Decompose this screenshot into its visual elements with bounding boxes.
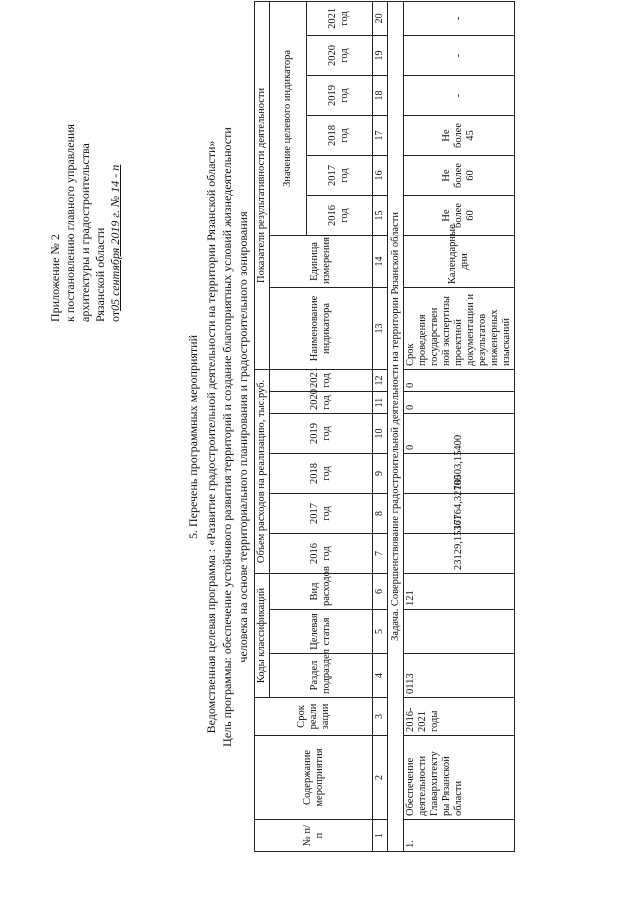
goal-line-2: человека на основе территориального планирования и градостроительного зонирования — [236, 211, 250, 663]
col-num: 8 — [373, 494, 388, 534]
col-num: 3 — [373, 698, 388, 736]
header-year-2020: 2020 год — [270, 392, 373, 414]
row-vol-2019: 0 — [404, 414, 515, 454]
ind-year-2017: 2017 год — [306, 155, 372, 195]
col-num: 20 — [373, 1, 388, 35]
row-val-2020: - — [404, 35, 515, 75]
header-section: Раздел подраздел — [270, 654, 373, 698]
ind-year-2016: 2016 год — [306, 195, 372, 235]
col-num: 14 — [373, 235, 388, 287]
appendix-line-2: к постановлению главного управления — [63, 124, 77, 322]
row-val-2019: - — [404, 75, 515, 115]
col-num: 17 — [373, 115, 388, 155]
header-num: № п/п — [255, 820, 373, 852]
header-row-1 — [255, 1, 270, 851]
header-target-article: Целевая статья — [270, 610, 373, 654]
row-num: 1. — [404, 820, 515, 852]
appendix-block — [48, 22, 123, 322]
col-num: 12 — [373, 369, 388, 391]
header-year-2018: 2018 год — [270, 454, 373, 494]
header-year-2019: 2019 год — [270, 414, 373, 454]
col-num: 7 — [373, 534, 388, 574]
header-year-2017: 2017 год — [270, 494, 373, 534]
header-term: Срок реали зации — [255, 698, 373, 736]
col-num: 19 — [373, 35, 388, 75]
col-num: 4 — [373, 654, 388, 698]
row-vol-2017: 17764,32700 — [404, 494, 515, 534]
header-content: Содержание мероприятия — [255, 736, 373, 820]
col-num: 10 — [373, 414, 388, 454]
ind-year-2018: 2018 год — [306, 115, 372, 155]
col-num: 2 — [373, 736, 388, 820]
column-number-row — [373, 1, 388, 851]
ind-year-2020: 2020 год — [306, 35, 372, 75]
rotated-document — [8, 7, 628, 892]
col-num: 1 — [373, 820, 388, 852]
header-volume: Объем расходов на реализацию, тыс.руб. — [255, 369, 270, 573]
section-title: 5. Перечень программных мероприятий — [186, 335, 200, 539]
row-val-2016: Не более 60 — [404, 195, 515, 235]
appendix-line-3: архитектуры и градостроительства — [78, 143, 92, 322]
col-num: 6 — [373, 574, 388, 610]
appendix-line-1: Приложение № 2 — [48, 234, 62, 322]
header-year-2016: 2016 год — [270, 534, 373, 574]
row-term: 2016-2021 годы — [404, 698, 515, 736]
header-unit: Единица измерения — [270, 235, 373, 287]
appendix-line-4: Рязанской области — [93, 227, 107, 322]
row-vol-2018: 18503,15400 — [404, 454, 515, 494]
row-indicator: Срок проведения государствен ной экспертизы проектной документации и результатов инженерных изысканий — [404, 287, 515, 369]
row-section: 0113 — [404, 654, 515, 698]
goal-line-1: Цель программы: обеспечение устойчивого развития территорий и создание благоприятных условий жизнедеятельности — [220, 127, 234, 747]
ind-year-2019: 2019 год — [306, 75, 372, 115]
program-title: Ведомственная целевая программа : «Развитие градостроительной деятельности на территории Рязанской области» — [204, 140, 218, 734]
row-expense-type: 121 — [404, 574, 515, 610]
row-vol-2020: 0 — [404, 392, 515, 414]
header-expense-type: Вид расходов — [270, 574, 373, 610]
handwritten-date: 05 сентября 2019 г. № 14 - п — [108, 164, 122, 311]
header-codes: Коды классификаций — [255, 574, 270, 698]
col-num: 16 — [373, 155, 388, 195]
col-num: 9 — [373, 454, 388, 494]
header-target-value: Значение целевого индикатора — [270, 1, 307, 235]
col-num: 5 — [373, 610, 388, 654]
measures-table — [254, 1, 515, 852]
appendix-from-label: от — [108, 310, 122, 322]
row-val-2021: - — [404, 1, 515, 35]
col-num: 13 — [373, 287, 388, 369]
table-row — [404, 1, 515, 851]
header-year-2021: 2021 год — [270, 369, 373, 391]
col-num: 11 — [373, 392, 388, 414]
row-target-article — [404, 610, 515, 654]
col-num: 18 — [373, 75, 388, 115]
task-text: Задача. Совершенствование градостроительной деятельности на территории Рязанской области — [388, 1, 404, 851]
row-content: Обеспечение деятельности Главархитекту ры Рязанской области — [404, 736, 515, 820]
ind-year-2021: 2021 год — [306, 1, 372, 35]
header-indicator-name: Наименование индикатора — [270, 287, 373, 369]
col-num: 15 — [373, 195, 388, 235]
row-vol-2021: 0 — [404, 369, 515, 391]
row-val-2018: Не более 45 — [404, 115, 515, 155]
appendix-date-line — [108, 22, 123, 322]
row-val-2017: Не более 60 — [404, 155, 515, 195]
header-results: Показатели результативности деятельности — [255, 1, 270, 369]
task-row — [388, 1, 404, 851]
row-unit: Календарные дни — [404, 235, 515, 287]
row-vol-2016: 23129,15361 — [404, 534, 515, 574]
